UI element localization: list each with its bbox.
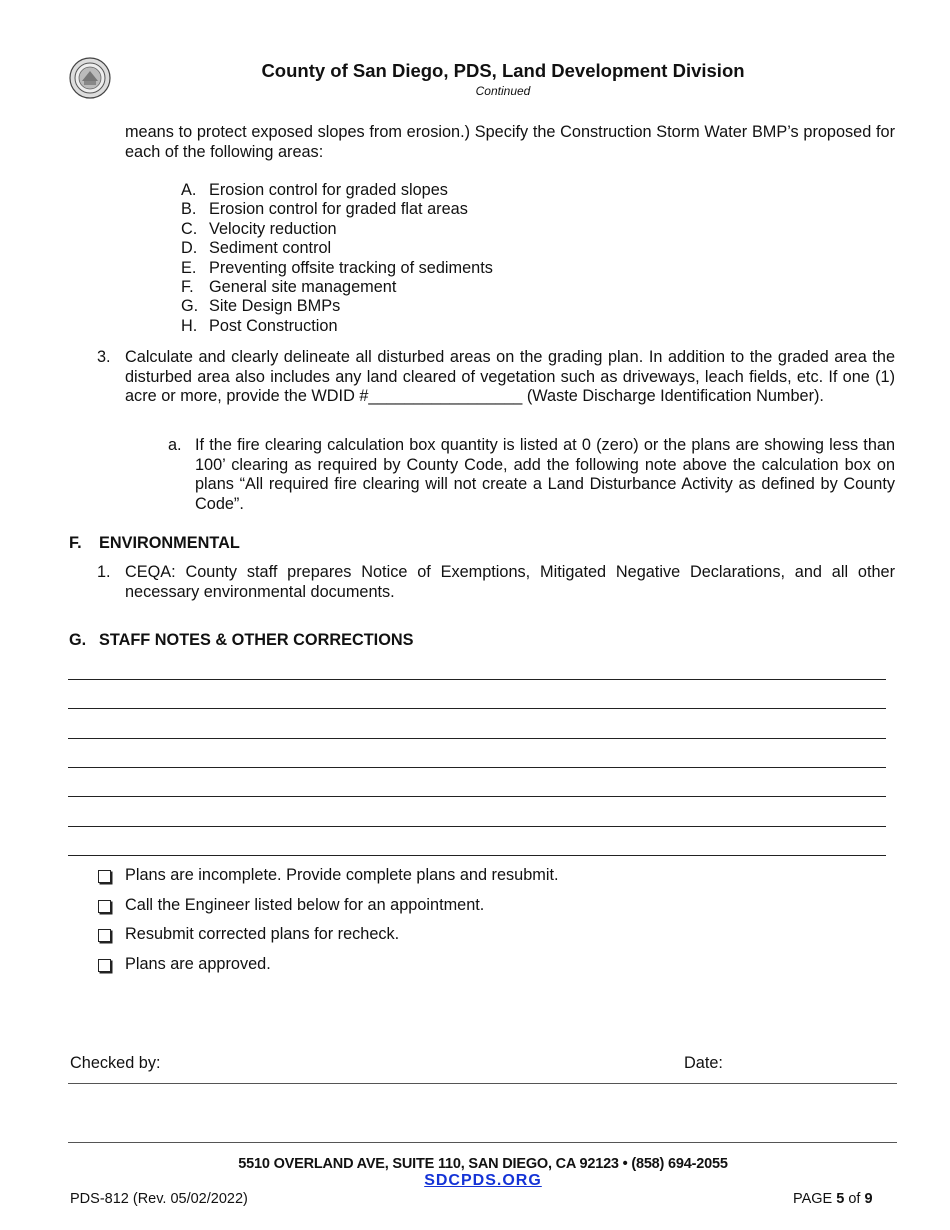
section-f-heading: F. ENVIRONMENTAL — [69, 534, 240, 552]
checked-by-label: Checked by: — [70, 1054, 161, 1072]
document-subtitle: Continued — [475, 84, 531, 98]
section-g-heading: G. STAFF NOTES & OTHER CORRECTIONS — [69, 631, 414, 649]
checkbox[interactable] — [98, 900, 111, 913]
subitem-a-text: If the fire clearing calculation box quantity is listed at 0 (zero) or the plans are showing less than 100’ clearing as required by County Code, add the following note above the calculation box on plans “All required fire clearing will not create a Land Disturbance Activity as defined by County Code”. — [195, 436, 895, 513]
item-number: 3. — [97, 348, 111, 366]
subitem-letter: a. — [168, 436, 182, 454]
list-item: G. Site Design BMPs — [181, 297, 341, 316]
checklist-item: Call the Engineer listed below for an appointment. — [98, 896, 559, 926]
list-item: H. Post Construction — [181, 316, 338, 335]
intro-paragraph: means to protect exposed slopes from erosion.) Specify the Construction Storm Water BMP’s proposed for each of the following areas: — [125, 123, 895, 161]
document-title: County of San Diego, PDS, Land Development Division — [261, 60, 745, 81]
form-number: PDS-812 (Rev. 05/02/2022) — [70, 1191, 248, 1207]
staff-note-line[interactable] — [68, 738, 886, 739]
staff-note-line[interactable] — [68, 826, 886, 827]
signature-line[interactable] — [68, 1083, 897, 1084]
staff-note-line[interactable] — [68, 679, 886, 680]
date-label: Date: — [684, 1054, 723, 1072]
list-item: A. Erosion control for graded slopes — [181, 181, 448, 199]
checklist-item: Plans are incomplete. Provide complete plans and resubmit. — [98, 866, 559, 896]
checkbox[interactable] — [98, 959, 111, 972]
page-number: PAGE 5 of 9 — [793, 1191, 873, 1207]
staff-note-line[interactable] — [68, 855, 886, 856]
list-item: B. Erosion control for graded flat areas — [181, 200, 468, 219]
list-item: F. General site management — [181, 277, 397, 296]
checkbox[interactable] — [98, 870, 111, 883]
staff-note-line[interactable] — [68, 796, 886, 797]
checkbox[interactable] — [98, 929, 111, 942]
ceqa-text: CEQA: County staff prepares Notice of Exemptions, Mitigated Negative Declarations, and all other necessary environmental documents. — [125, 563, 895, 601]
staff-note-line[interactable] — [68, 767, 886, 768]
status-checklist — [98, 866, 559, 984]
footer-address: 5510 OVERLAND AVE, SUITE 110, SAN DIEGO, CA 92123 • (858) 694-2055 — [238, 1156, 728, 1172]
item3-text: Calculate and clearly delineate all disturbed areas on the grading plan. In addition to the graded area the disturbed area also includes any land cleared of vegetation such as driveways, leach fields, etc. If one (1) acre or more, provide the WDID #_________________ (Waste Discharge Identification Number). — [125, 348, 895, 405]
checklist-item: Plans are approved. — [98, 955, 559, 985]
checklist-item: Resubmit corrected plans for recheck. — [98, 925, 559, 955]
website-link[interactable]: SDCPDS.ORG — [424, 1172, 542, 1189]
bmp-areas-list — [181, 181, 493, 336]
list-item: C. Velocity reduction — [181, 219, 337, 238]
list-item: D. Sediment control — [181, 239, 332, 258]
footer-website — [0, 1171, 950, 1191]
list-item: E. Preventing offsite tracking of sediments — [181, 258, 493, 277]
item-number: 1. — [97, 563, 111, 581]
footer-divider — [68, 1142, 897, 1143]
staff-note-line[interactable] — [68, 708, 886, 709]
